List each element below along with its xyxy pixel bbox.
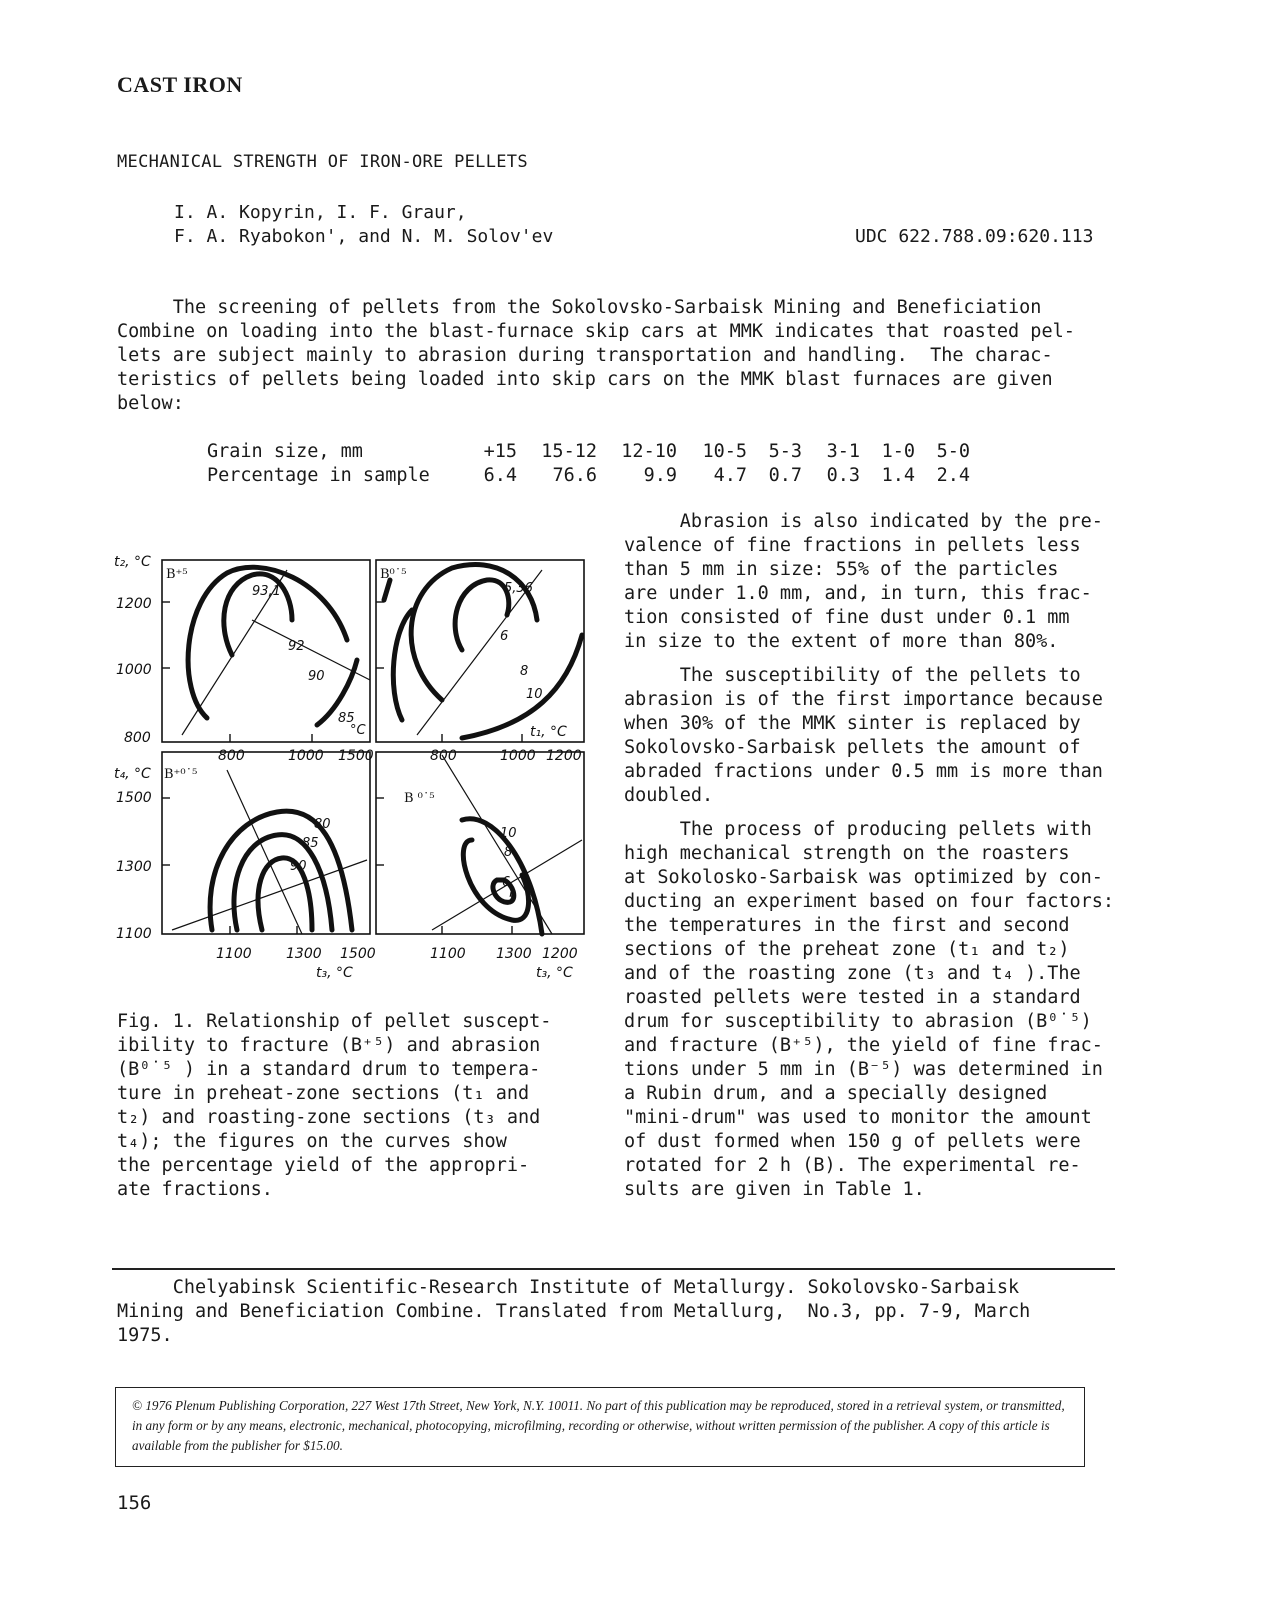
contour-label: 80 [314,817,331,832]
ridge-line [442,755,552,934]
section-heading: CAST IRON [117,72,243,97]
table-cell: 3-1 [826,440,860,462]
table-row [207,439,970,463]
authors-line-1: I. A. Kopyrin, I. F. Graur, [174,202,467,223]
table-row [207,463,970,487]
udc-code: UDC 622.788.09:620.113 [855,226,1094,247]
y-tick-label: 800 [124,730,151,746]
x-tick-label: 1100 [216,946,252,962]
table-cell: +15 [483,440,517,462]
panel-c-title: B⁺⁰˙⁵ [164,767,198,782]
x-tick-label: 1100 [430,946,466,962]
x-tick-label: 800 [430,748,457,764]
contour-10 [462,635,582,738]
paragraph-susceptibility: The susceptibility of the pellets to abrasion is of the first importance because when 30% of the MMK sinter is replaced by Sokolovsko-Sarbaisk pellets the amount of abraded fractions under 0.5 mm is more than doubled. [624,665,1103,806]
table-cell: 6.4 [483,464,517,486]
contour-label: 10 [500,826,517,841]
row-label: Grain size, mm [207,440,363,462]
contour-label: 90 [290,859,307,874]
x-axis-label-bottom: t₃, °C [536,965,573,981]
table-cell: 76.6 [552,464,597,486]
contour-label: 92 [288,639,305,654]
x-axis-label-bottom: t₃, °C [316,965,353,981]
figure-caption: Fig. 1. Relationship of pellet suscept- ibility to fracture (B⁺⁵) and abrasion (B⁰˙⁵ ) in a standard drum to tempera- ture in preheat-zone sections (t₁ and t₂) and roasting-zone sections (t₃ and t₄); the figures on the curves show the percentage yield of the appropri- ate fractions. [117,1011,552,1200]
contour-label: 8 [504,845,513,860]
intro-paragraph: The screening of pellets from the Sokolovsko-Sarbaisk Mining and Beneficiation Combine on loading into the blast-furnace skip cars at MMK indicates that roasted pel- lets are subject mainly to abrasion during transportation and handling. The charac- teristics of pellets being loaded into skip cars on the MMK blast furnaces are given below: [117,297,1075,414]
table-cell: 1.4 [881,464,915,486]
contour-edge [384,580,390,600]
contour-label: 10 [526,687,543,702]
authors-line-2: F. A. Ryabokon', and N. M. Solov'ev [174,226,554,247]
x-axis-label-top: t₁, °C [530,724,567,740]
ridge-line [172,860,367,930]
table-cell: 12-10 [621,440,677,462]
y-tick-label: 1300 [116,859,152,875]
panel-d-frame [376,752,584,934]
grain-size-table [207,439,970,487]
contour-label: 6 [502,875,511,890]
contour-label: 90 [308,669,325,684]
paragraph-process: The process of producing pellets with high mechanical strength on the roasters at Sokolosko-Sarbaisk was optimized by con- ducting an experiment based on four factors: the temperatures in the first and second sections of the preheat zone (t₁ and t₂) and of the roasting zone (t₃ and t₄ ).The roasted pellets were tested in a standard drum for susceptibility to abrasion (B⁰˙⁵) and fracture (B⁺⁵), the yield of fine frac- tions under 5 mm in (B⁻⁵) was determined in a Rubin drum, and a specially designed "mini-drum" was used to monitor the amount of dust formed when 150 g of pellets were rotated for 2 h (B). The experimental re- sults are given in Table 1. [624,819,1115,1200]
x-tick-label: 1000 [288,748,324,764]
y-tick-label: 1000 [116,662,152,678]
y-tick-label: 1500 [116,790,152,806]
contour-label: 93,1 [252,584,281,599]
table-cell: 0.3 [826,464,860,486]
row-label: Percentage in sample [207,464,430,486]
table-cell: 1-0 [881,440,915,462]
table-cell: 5-0 [936,440,970,462]
x-tick-label: 1500 [340,946,376,962]
article-title: MECHANICAL STRENGTH OF IRON-ORE PELLETS [117,152,528,172]
copyright-text: © 1976 Plenum Publishing Corporation, 227 West 17th Street, New York, N.Y. 10011. No part of this publication may be reproduced, stored in a retrieval system, or transmitted, in any form or by any means, electronic, mechanical, photocopying, microfilming, recording or otherwise, without written permission of the publisher. A copy of this article is available from the publisher for $15.00. [132,1398,1065,1453]
page-number: 156 [117,1492,152,1514]
table-cell: 10-5 [702,440,747,462]
y-tick-label: 1200 [116,596,152,612]
paragraph-abrasion: Abrasion is also indicated by the pre- valence of fine fractions in pellets less than 5 mm in size: 55% of the particles are under 1.0 mm, and, in turn, this frac- tion consisted of fine dust under 0.1 mm in size to the extent of more than 80%. [624,511,1103,652]
table-cell: 9.9 [643,464,677,486]
x-tick-label: 1300 [496,946,532,962]
x-tick-label: 800 [218,748,245,764]
contour-label: 85 [302,836,319,851]
y-axis-label-bottom: t₄, °C [114,766,151,782]
x-tick-label: 1300 [286,946,322,962]
contour-label: 5 [508,891,517,906]
panel-d-title: B ⁰˙⁵ [404,791,435,806]
table-cell: 15-12 [541,440,597,462]
figure-1 [112,540,592,985]
contour-label: °C [350,723,366,738]
footnote-divider [112,1268,1115,1270]
contour-label: 85 [338,711,355,726]
x-tick-label: 1200 [542,946,578,962]
affiliation-note: Chelyabinsk Scientific-Research Institute of Metallurgy. Sokolovsko-Sarbaisk Mining and Beneficiation Combine. Translated from Metallurg, No.3, pp. 7-9, March 1975. [117,1277,1031,1346]
contour-label: 5,36 [504,581,533,596]
y-tick-label: 1100 [116,926,152,942]
y-axis-label-top: t₂, °C [114,554,151,570]
panel-b-title: B⁰˙⁵ [380,567,407,582]
panel-a-title: B⁺⁵ [166,567,188,582]
copyright-notice [115,1387,1085,1467]
table-cell: 5-3 [768,440,802,462]
ridge-line [227,770,302,934]
table-cell: 0.7 [768,464,802,486]
table-cell: 4.7 [713,464,747,486]
contour-label: 6 [500,629,509,644]
x-tick-label: 1200 [546,748,582,764]
x-tick-label: 1500 [338,748,374,764]
x-tick-label: 1000 [500,748,536,764]
contour-label: 8 [520,664,529,679]
table-cell: 2.4 [936,464,970,486]
right-column [624,510,1114,1202]
